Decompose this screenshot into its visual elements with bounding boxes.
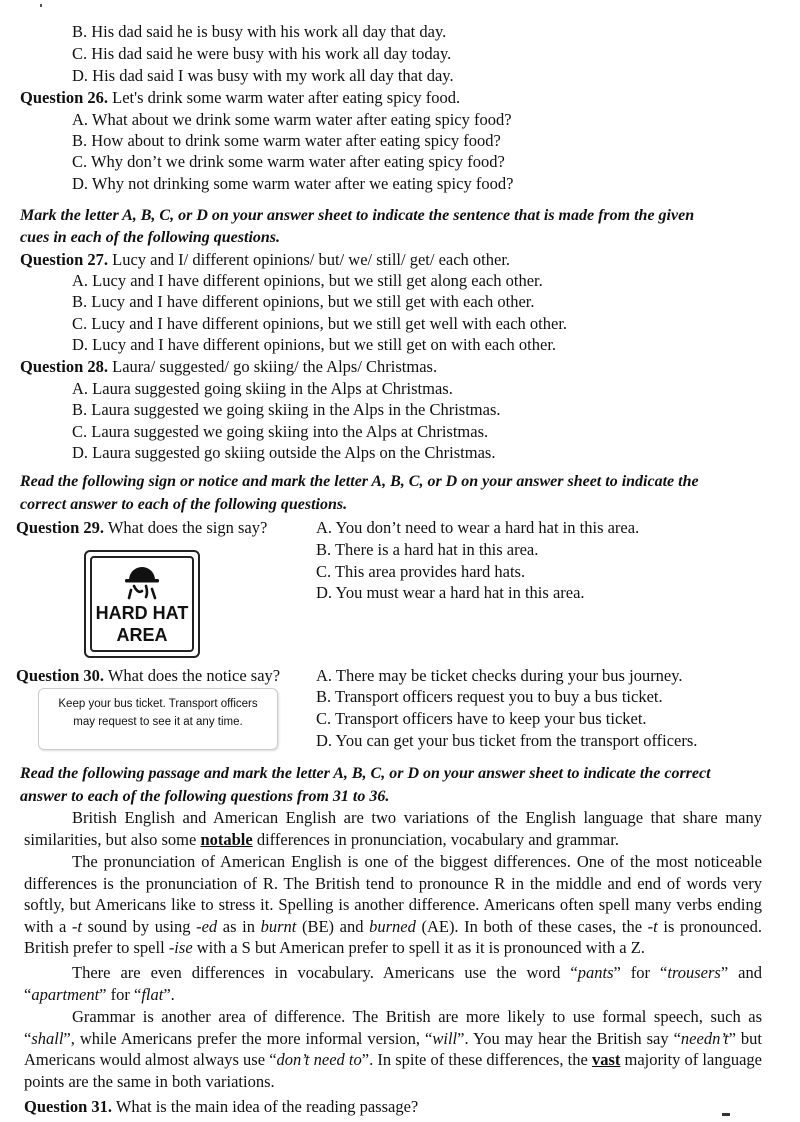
q27-option-c: C. Lucy and I have different opinions, but we still get well with each other.: [72, 314, 568, 333]
passage-paragraph-3: There are even differences in vocabulary. Americans use the word “pants” for “trousers” and “apartment” for “flat”.: [24, 963, 762, 1004]
question-31-stem: What is the main idea of the reading passage?: [115, 1097, 419, 1116]
q29-option-c: C. This area provides hard hats.: [316, 562, 526, 581]
q28-option-a: A. Laura suggested going skiing in the Alps at Christmas.: [72, 379, 453, 398]
sign-line-1: HARD HAT: [95, 603, 189, 623]
q28-option-b: B. Laura suggested we going skiing in the Alps in the Christmas.: [72, 400, 501, 419]
sign-text: [86, 602, 198, 646]
sign-line-2: AREA: [116, 625, 168, 645]
bus-ticket-notice: [38, 688, 278, 750]
question-30-stem: What does the notice say?: [107, 666, 281, 685]
instruction-passage-line2: answer to each of the following questions from 31 to 36.: [20, 788, 390, 805]
instruction-sign-line1: Read the following sign or notice and mark the letter A, B, C, or D on your answer sheet to indicate the: [20, 473, 699, 490]
instruction-passage-line1: Read the following passage and mark the letter A, B, C, or D on your answer sheet to indicate the correct: [20, 765, 711, 782]
q29-option-d: D. You must wear a hard hat in this area.: [316, 583, 585, 602]
question-28-stem: Laura/ suggested/ go skiing/ the Alps/ Christmas.: [112, 357, 438, 376]
question-27-label: Question 27.: [20, 250, 109, 269]
q29-option-b: B. There is a hard hat in this area.: [316, 540, 539, 559]
notice-line-2: may request to see it at any time.: [73, 716, 243, 728]
q26-option-d: D. Why not drinking some warm water after we eating spicy food?: [72, 174, 514, 193]
q25-option-c: C. His dad said he were busy with his work all day today.: [72, 44, 452, 63]
q29-option-a: A. You don’t need to wear a hard hat in this area.: [316, 518, 640, 537]
question-27: [20, 250, 510, 270]
question-27-stem: Lucy and I/ different opinions/ but/ we/ still/ get/ each other.: [112, 250, 511, 269]
passage-paragraph-4: Grammar is another area of difference. The British are more likely to use formal speech, such as “shall”, while Americans prefer the more informal version, “will”. You may hear the British say “needn’t” but Americans would almost always use “don’t need to”. In spite of these differences, the vast majority of language points are the same in both variations.: [24, 1007, 762, 1091]
q30-option-b: B. Transport officers request you to buy a bus ticket.: [316, 687, 663, 706]
instruction-cues-line1: Mark the letter A, B, C, or D on your answer sheet to indicate the sentence that is made from the given: [20, 207, 695, 224]
q30-option-a: A. There may be ticket checks during your bus journey.: [316, 666, 683, 685]
question-31: [24, 1097, 418, 1117]
question-31-label: Question 31.: [24, 1097, 113, 1116]
question-29-label: Question 29.: [16, 518, 105, 537]
passage-paragraph-1: British English and American English are two variations of the English language that share many similarities, but also some notable differences in pronunciation, vocabulary and grammar.: [24, 808, 762, 849]
q30-option-d: D. You can get your bus ticket from the transport officers.: [316, 731, 698, 750]
q28-option-c: C. Laura suggested we going skiing into the Alps at Christmas.: [72, 422, 489, 441]
hard-hat-sign: [84, 550, 200, 658]
scan-dot: [40, 4, 42, 7]
instruction-sign-line2: correct answer to each of the following questions.: [20, 496, 348, 513]
question-26-label: Question 26.: [20, 88, 109, 107]
q27-option-d: D. Lucy and I have different opinions, but we still get on with each other.: [72, 335, 557, 354]
notice-line-1: Keep your bus ticket. Transport officers: [58, 698, 258, 710]
q27-option-b: B. Lucy and I have different opinions, but we still get with each other.: [72, 292, 535, 311]
instruction-cues-line2: cues in each of the following questions.: [20, 229, 281, 246]
question-26: [20, 88, 460, 108]
q25-option-d: D. His dad said I was busy with my work all day that day.: [72, 66, 454, 85]
q27-option-a: A. Lucy and I have different opinions, but we still get along each other.: [72, 271, 543, 290]
q28-option-d: D. Laura suggested go skiing outside the Alps on the Christmas.: [72, 443, 496, 462]
question-29: [16, 518, 267, 538]
q26-option-a: A. What about we drink some warm water after eating spicy food?: [72, 110, 512, 129]
question-28: [20, 357, 437, 377]
question-26-stem: Let's drink some warm water after eating spicy food.: [112, 88, 461, 107]
question-30: [16, 666, 280, 686]
q26-option-c: C. Why don’t we drink some warm water after eating spicy food?: [72, 152, 505, 171]
question-28-label: Question 28.: [20, 357, 109, 376]
highlighted-word-notable: notable: [200, 829, 253, 849]
question-30-label: Question 30.: [16, 666, 105, 685]
q30-option-c: C. Transport officers have to keep your bus ticket.: [316, 709, 647, 728]
question-29-stem: What does the sign say?: [107, 518, 268, 537]
worker-hard-hat-icon: [86, 554, 198, 606]
q26-option-b: B. How about to drink some warm water after eating spicy food?: [72, 131, 501, 150]
scan-mark: [722, 1113, 730, 1116]
passage-paragraph-2: The pronunciation of American English is one of the biggest differences. One of the most noticeable differences is the pronunciation of R. The British tend to pronounce R in the middle and end of words very softly, but Americans like to stress it. Spelling is another difference. Americans often spell many verbs ending with a -t sound by using -ed as in burnt (BE) and burned (AE). In both of these cases, the -t is pronounced. British prefer to spell -ise with a S but American prefer to spell it as it is pronounced with a Z.: [24, 852, 762, 958]
highlighted-word-vast: vast: [591, 1050, 621, 1070]
q25-option-b: B. His dad said he is busy with his work all day that day.: [72, 22, 447, 41]
